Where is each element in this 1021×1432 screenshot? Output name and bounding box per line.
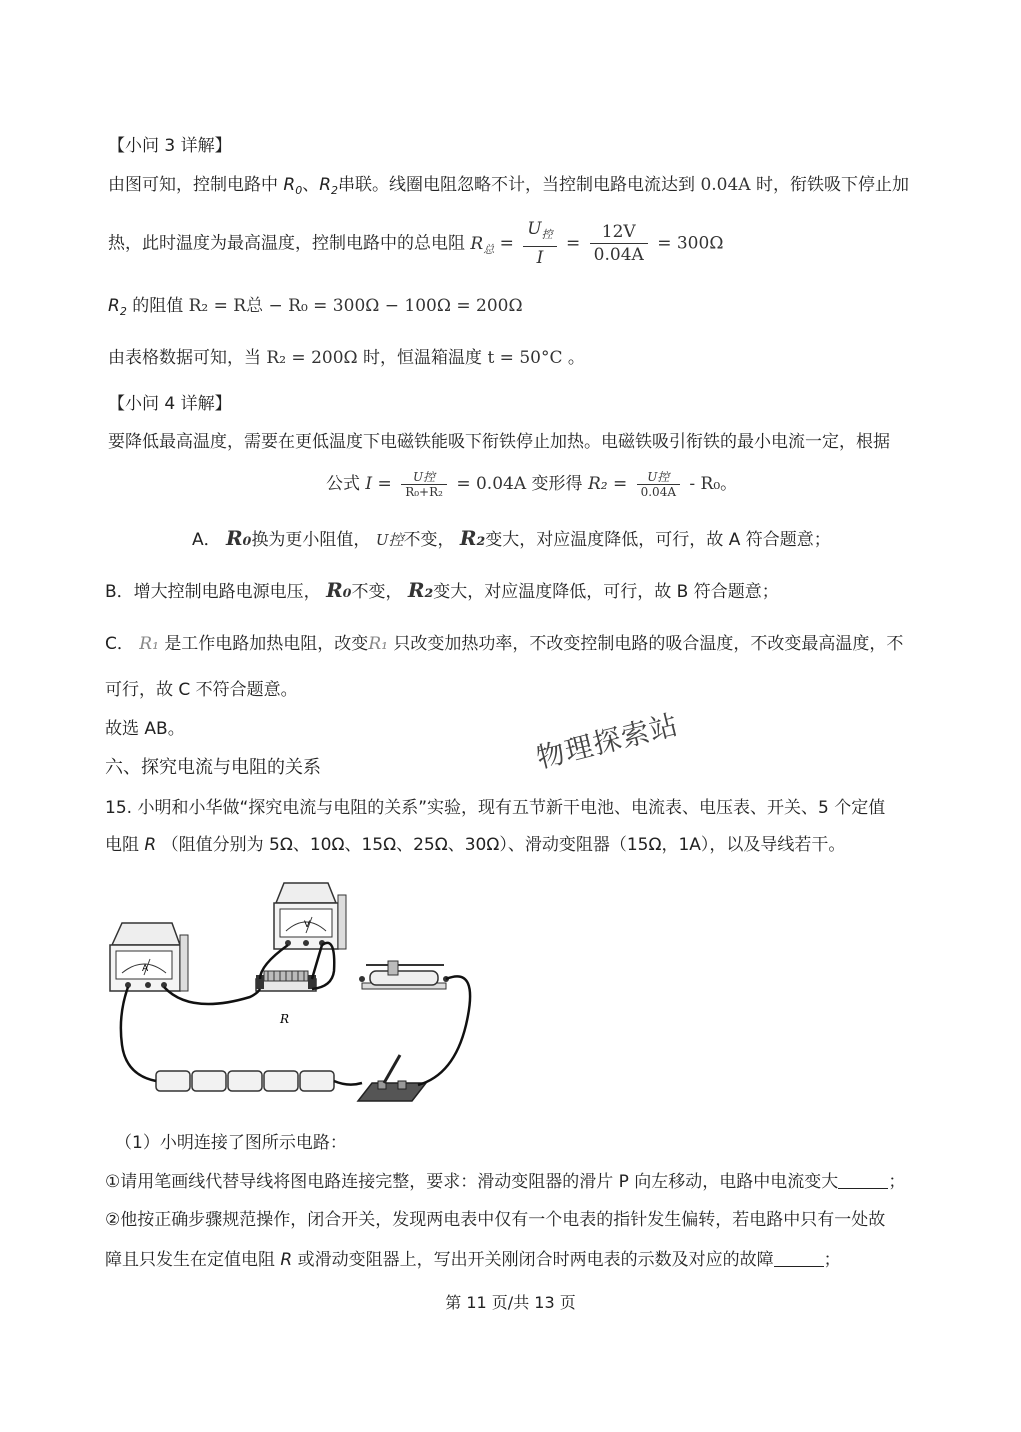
text: 换为更小阻值， (251, 530, 371, 550)
formula-r-total: $R_总$ (470, 233, 495, 256)
formula-value: = 0.04A (456, 474, 527, 494)
formula-i: I = (365, 474, 392, 494)
text: 时，恒温箱温度 (363, 348, 483, 368)
text: 不变， (403, 530, 455, 550)
paragraph-q4-line1: 要降低最高温度，需要在更低温度下电磁铁能吸下衔铁停止加热。电磁铁吸引衔铁的最小电流一定，根据 (108, 432, 890, 452)
r2-symbol: $R_2$ (108, 296, 127, 318)
text: 。 (720, 474, 738, 494)
u-control-symbol: U控 (375, 531, 404, 549)
text: 热，此时温度为最高温度，控制电路中的总电阻 (108, 233, 465, 254)
text: ； (823, 1250, 841, 1270)
separator: 、 (302, 175, 320, 195)
text: C． (105, 634, 134, 654)
text: 不变， (351, 582, 403, 602)
text: 串联。线圈电阻忽略不计，当控制电路电流达到 (338, 175, 696, 195)
voltmeter-label: V (304, 920, 311, 930)
formula-result: = 300Ω (657, 233, 724, 254)
sub-question-1: （1）小明连接了图所示电路： (115, 1133, 347, 1153)
paragraph-q3-line3 (108, 294, 523, 324)
option-a (192, 526, 831, 552)
r2-symbol: R₂ (407, 578, 434, 602)
option-label: A． (192, 530, 221, 550)
circuit-figure (100, 875, 490, 1115)
q15-line1: 15. 小明和小华做“探究电流与电阻的关系”实验，现有五节新干电池、电流表、电压表、开关、5 个定值 (105, 798, 886, 818)
switch-icon (358, 1055, 426, 1101)
fraction-u-over-i: $\frac{U_控}{I}$ (523, 218, 556, 269)
paragraph-q3-line4 (108, 346, 585, 370)
sub-question-1-2-line2 (105, 1248, 841, 1272)
r2-symbol: R₂ (459, 526, 486, 550)
answer: 故选 AB。 (105, 719, 185, 739)
sub-question-1-2-line1: ②他按正确步骤规范操作，闭合开关，发现两电表中仅有一个电表的指针发生偏转，若电路中只有一处故 (105, 1210, 886, 1230)
page-footer: 第 11 页/共 13 页 (445, 1293, 576, 1312)
text: 只改变加热功率，不改变控制电路的吸合温度，不改变最高温度，不 (393, 634, 904, 654)
rheostat-icon (359, 961, 449, 989)
formula-r2: R₂ = R总 − R₀ = 300Ω − 100Ω = 200Ω (188, 296, 523, 316)
fraction-u-over-004a: $\frac{\text{U控}}{0.04A}$ (637, 470, 680, 499)
voltmeter-icon (274, 883, 346, 949)
r0-symbol: R₀ (226, 526, 252, 550)
text: B．增大控制电路电源电压， (105, 582, 321, 602)
text: 的阻值 (132, 296, 184, 316)
text: 变形得 (531, 474, 583, 494)
r0-symbol: R₀ (326, 578, 352, 602)
ammeter-icon (110, 923, 188, 991)
text: 变大，对应温度降低，可行，故 B 符合题意； (433, 582, 779, 602)
paragraph-q4-formula (326, 462, 737, 506)
paragraph-q3-line1 (108, 173, 909, 203)
formula-eq: = (566, 233, 581, 254)
r1-symbol: R₁ (139, 634, 159, 654)
text: 变大，对应温度降低，可行，故 A 符合题意； (485, 530, 831, 550)
text: 障且只发生在定值电阻 (105, 1250, 275, 1270)
answer-blank[interactable] (838, 1172, 888, 1189)
ammeter-label: A (142, 964, 149, 974)
resistor-label: R (280, 1012, 290, 1026)
option-c-line2: 可行，故 C 不符合题意。 (105, 680, 298, 700)
text: 由图可知，控制电路中 (108, 175, 278, 195)
text: 是工作电路加热电阻，改变 (164, 634, 369, 654)
r2-symbol: $R_2$ (319, 175, 339, 197)
watermark: 物理探索站 (533, 707, 682, 775)
option-c-line1 (105, 632, 903, 656)
formula-temperature: t = 50°C (487, 348, 563, 368)
r-symbol: R (144, 835, 157, 855)
text: 由表格数据可知，当 (108, 348, 261, 368)
text: 公式 (326, 474, 360, 494)
formula-tail: - R₀ (689, 474, 721, 494)
formula-r2: R₂ = (587, 474, 628, 494)
section-heading-q3: 【小问 3 详解】 (108, 136, 232, 156)
text: ①请用笔画线代替导线将图电路连接完整，要求：滑动变阻器的滑片 P 向左移动，电路中电流变大 (105, 1172, 839, 1192)
section-title: 六、探究电流与电阻的关系 (105, 757, 321, 778)
fraction-u-over-r: $\frac{\text{U控}}{\text{R₀+R₂}}$ (401, 470, 447, 499)
r1-symbol: R₁ (368, 634, 388, 654)
answer-blank[interactable] (774, 1250, 824, 1267)
formula-eq: = (499, 233, 514, 254)
option-b (105, 578, 779, 604)
text: 时，衔铁吸下停止加 (755, 175, 909, 195)
formula-r2-value: R₂ = 200Ω (266, 348, 358, 368)
sub-question-1-1 (105, 1170, 905, 1194)
current-value: 0.04A (700, 175, 751, 195)
text: （阻值分别为 5Ω、10Ω、15Ω、25Ω、30Ω）、滑动变阻器（15Ω，1A），以及导线若干。 (161, 835, 846, 855)
section-heading-q4: 【小问 4 详解】 (108, 394, 232, 414)
text: 电阻 (105, 835, 139, 855)
text: 或滑动变阻器上，写出开关刚闭合时两电表的示数及对应的故障 (297, 1250, 774, 1270)
r0-symbol: $R_0$ (283, 175, 303, 197)
battery-icon (156, 1071, 334, 1091)
r-symbol: R (280, 1250, 293, 1270)
fraction-12v-over-004a: $\frac{12V}{0.04A}$ (590, 221, 648, 266)
q15-line2 (105, 833, 845, 857)
text: ； (888, 1172, 906, 1192)
paragraph-q3-line2 (108, 218, 723, 275)
text: 。 (567, 348, 585, 368)
resistor-icon (256, 971, 316, 991)
